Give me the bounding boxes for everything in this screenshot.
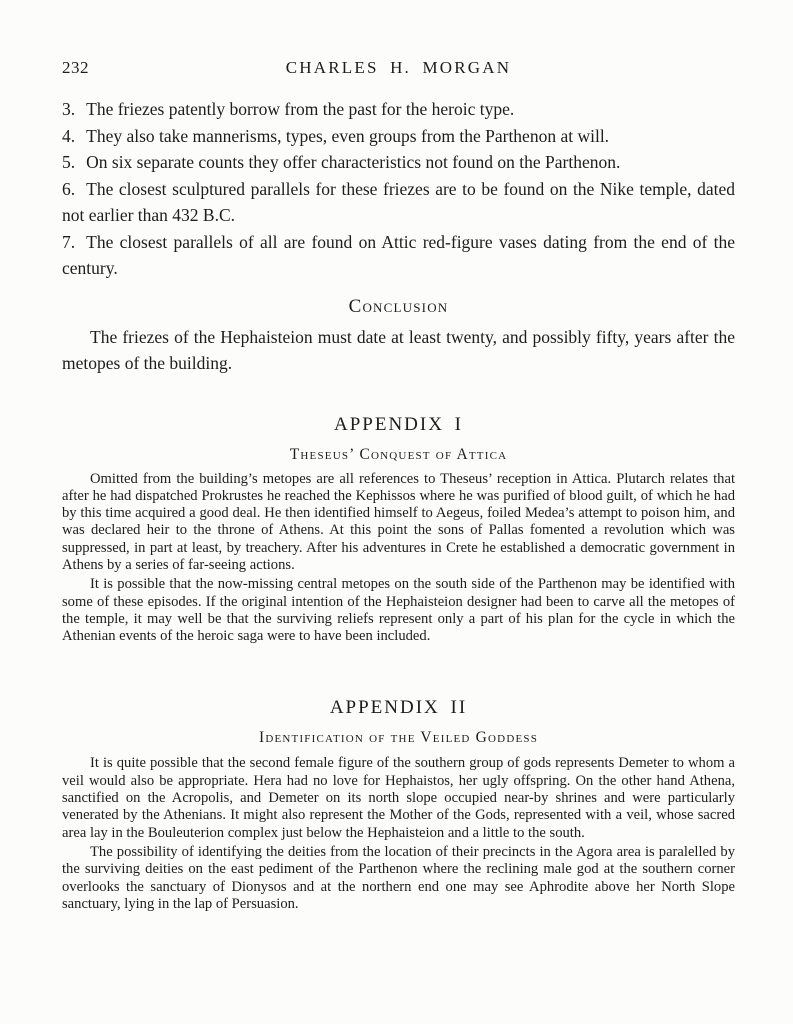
list-item-text: The closest parallels of all are found on Attic red-figure vases dating from the end of the century. — [62, 231, 735, 278]
appendix-1-subheading: Theseus’ Conquest of Attica — [289, 445, 508, 463]
list-item-number: 6. — [62, 178, 76, 199]
text-column — [62, 0, 735, 913]
list-item-text: They also take mannerisms, types, even groups from the Parthenon at will. — [86, 125, 610, 146]
page-number: 232 — [62, 58, 89, 77]
appendix-1-paragraph-1: Omitted from the building’s metopes are all references to Theseus’ reception in Attica. Plutarch relates that after he had dispatched Prokrustes he reached the Kephissos where he was purified of blood guilt, of which he had by this time acquired a good deal. He then identified himself to Aegeus, foiled Medea’s attempt to poison him, and was declared heir to the throne of Athens. At this point the sons of Pallas fomented a revolution which was suppressed, in part at least, by treachery. After his adventures in Crete he established a democratic government in Athens by a series of far-seeing actions. — [62, 470, 735, 573]
appendix-1-section — [62, 412, 735, 646]
list-item-text: The friezes patently borrow from the past for the heroic type. — [86, 99, 515, 119]
appendix-2-paragraph-1: It is quite possible that the second female figure of the southern group of gods represents Demeter to whom a veil would also be appropriate. Hera had no love for Hephaistos, her ugly offspring. On the other hand Athena, sanctified on the Acropolis, and Demeter on its north slope occupied near-by shrines and were particularly venerated by the Athenians. It might also represent the Mother of the Gods, represented with a veil, whose sacred area lay in the Bouleuterion complex just below the Hephaisteion and a little to the south. — [62, 755, 735, 841]
list-item-number: 7. — [62, 231, 76, 252]
appendix-2-paragraph-2: The possibility of identifying the deities from the location of their precincts in the Agora area is paralelled by the surviving deities on the east pediment of the Parthenon where the reclining male god at the southern corner overlooks the sanctuary of Dionysos and at the northern end one may see Aphrodite above her North Slope sanctuary, lying in the lap of Persuasion. — [62, 843, 735, 912]
running-head-title: CHARLES H. MORGAN — [285, 58, 512, 77]
list-item-number: 5. — [62, 152, 76, 172]
list-item-text: The closest sculptured parallels for these friezes are to be found on the Nike temple, dated not earlier than 432 B.C. — [62, 178, 735, 225]
list-item-7 — [62, 229, 735, 282]
list-item-3 — [62, 96, 735, 123]
list-item-number: 4. — [62, 125, 76, 146]
conclusion-paragraph: The friezes of the Hephaisteion must date at least twenty, and possibly fifty, years after the metopes of the building. — [62, 326, 735, 373]
appendix-2-section — [62, 695, 735, 913]
conclusion-heading: Conclusion — [348, 295, 449, 317]
appendix-2-subheading: Identification of the Veiled Goddess — [258, 729, 539, 747]
appendix-2-heading: APPENDIX II — [329, 697, 468, 719]
appendix-1-paragraph-2: It is possible that the now-missing central metopes on the south side of the Parthenon may be identified with some of these episodes. If the original intention of the Hephaisteion designer had been to carve all the metopes of the temple, it may well be that the surviving reliefs represent only a part of his plan for the cycle in which the Athenian events of the heroic saga were to have been included. — [62, 576, 735, 645]
list-item-5 — [62, 149, 735, 176]
conclusion-section — [62, 295, 735, 377]
numbered-list — [62, 96, 735, 282]
running-header — [62, 58, 735, 80]
list-item-number: 3. — [62, 99, 76, 119]
list-item-6 — [62, 176, 735, 229]
appendix-1-heading: APPENDIX I — [333, 413, 464, 435]
list-item-4 — [62, 123, 735, 150]
list-item-text: On six separate counts they offer characteristics not found on the Parthenon. — [86, 152, 621, 172]
